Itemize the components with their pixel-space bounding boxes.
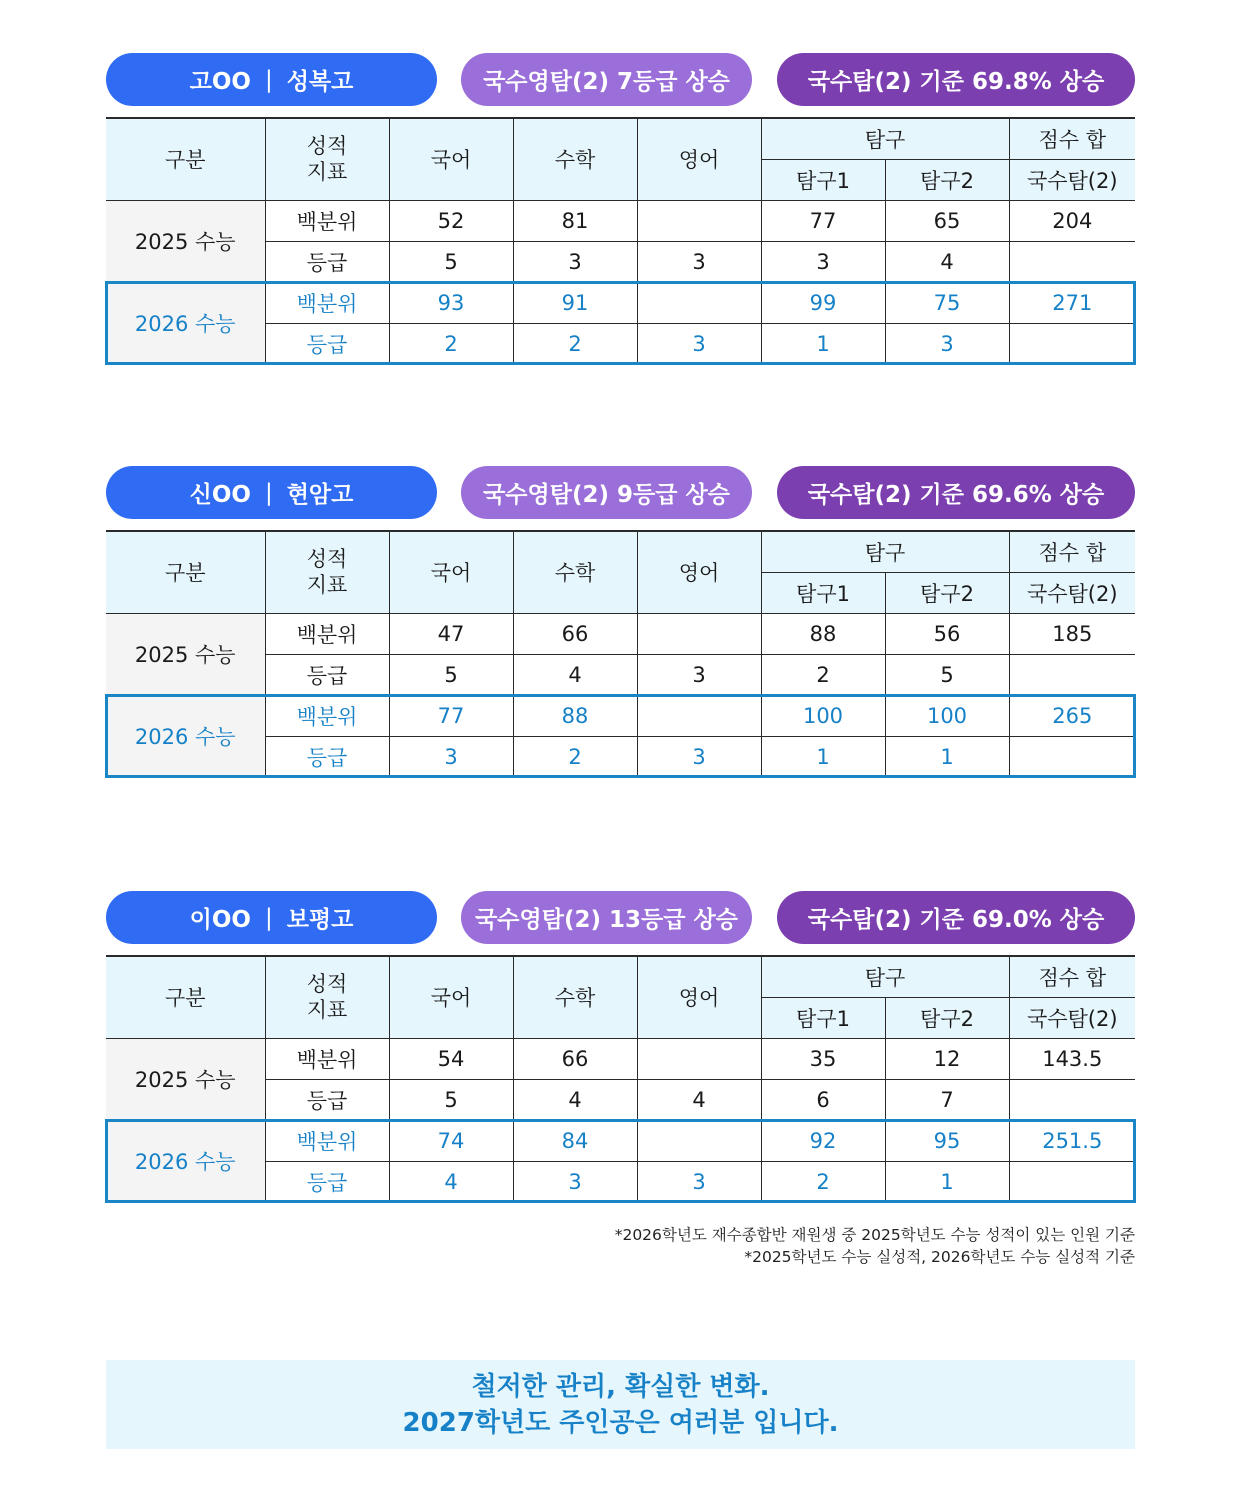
score-cell: 185	[1009, 613, 1135, 654]
student-name: 이OO	[189, 907, 251, 933]
student-name-pill	[106, 53, 437, 106]
metric-label: 백분위	[265, 282, 389, 323]
metric-label: 백분위	[265, 613, 389, 654]
percent-rise-pill: 국수탐(2) 기준 69.6% 상승	[777, 466, 1135, 519]
grade-rise-pill: 국수영탐(2) 9등급 상승	[461, 466, 752, 519]
score-cell: 3	[389, 736, 513, 777]
header-metric-line2: 지표	[306, 573, 348, 598]
header-metric-line2: 지표	[306, 160, 348, 185]
metric-label: 등급	[265, 1161, 389, 1202]
score-cell: 47	[389, 613, 513, 654]
score-cell	[637, 1120, 761, 1161]
banner-line-1: 철저한 관리, 확실한 변화.	[471, 1371, 770, 1402]
student-card	[106, 891, 1135, 1195]
table-row	[106, 1038, 1135, 1079]
header-english: 영어	[637, 531, 761, 613]
header-category: 구분	[106, 118, 265, 200]
separator: |	[264, 66, 273, 93]
score-cell: 12	[885, 1038, 1009, 1079]
footnote-1: *2026학년도 재수종합반 재원생 중 2025학년도 수능 성적이 있는 인원 기준	[614, 1226, 1135, 1244]
score-cell: 4	[513, 654, 637, 695]
score-cell: 3	[637, 1161, 761, 1202]
score-cell: 3	[637, 323, 761, 364]
score-cell: 3	[637, 736, 761, 777]
score-cell: 3	[637, 654, 761, 695]
score-cell: 2	[761, 654, 885, 695]
student-card	[106, 53, 1135, 357]
score-table	[106, 117, 1135, 365]
score-cell: 100	[761, 695, 885, 736]
score-cell: 56	[885, 613, 1009, 654]
header-score-sum: 점수 합	[1009, 956, 1135, 997]
header-inquiry: 탐구	[761, 118, 1009, 159]
score-cell: 143.5	[1009, 1038, 1135, 1079]
student-name-pill	[106, 466, 437, 519]
metric-label: 등급	[265, 323, 389, 364]
score-cell: 5	[389, 1079, 513, 1120]
header-math: 수학	[513, 956, 637, 1038]
score-cell	[637, 695, 761, 736]
score-cell: 88	[513, 695, 637, 736]
header-inquiry2: 탐구2	[885, 572, 1009, 613]
header-korean: 국어	[389, 118, 513, 200]
footnote-2: *2025학년도 수능 실성적, 2026학년도 수능 실성적 기준	[744, 1248, 1135, 1266]
score-cell: 93	[389, 282, 513, 323]
score-cell: 3	[637, 241, 761, 282]
metric-label: 백분위	[265, 1120, 389, 1161]
score-cell	[637, 613, 761, 654]
score-cell: 92	[761, 1120, 885, 1161]
score-cell: 204	[1009, 200, 1135, 241]
score-cell	[1009, 1161, 1135, 1202]
score-cell: 1	[885, 1161, 1009, 1202]
header-inquiry: 탐구	[761, 956, 1009, 997]
header-score-sum: 점수 합	[1009, 531, 1135, 572]
score-cell: 3	[513, 241, 637, 282]
score-cell: 77	[761, 200, 885, 241]
closing-banner	[106, 1360, 1135, 1449]
header-english: 영어	[637, 956, 761, 1038]
metric-label: 백분위	[265, 1038, 389, 1079]
header-math: 수학	[513, 118, 637, 200]
separator: |	[264, 479, 273, 506]
header-metric	[265, 118, 389, 200]
score-cell: 4	[885, 241, 1009, 282]
table-row	[106, 613, 1135, 654]
score-cell: 66	[513, 1038, 637, 1079]
grade-rise-pill: 국수영탐(2) 13등급 상승	[461, 891, 752, 944]
score-cell: 5	[389, 241, 513, 282]
score-cell: 84	[513, 1120, 637, 1161]
score-cell	[1009, 241, 1135, 282]
score-cell: 35	[761, 1038, 885, 1079]
score-cell: 2	[389, 323, 513, 364]
score-cell: 88	[761, 613, 885, 654]
card-header	[106, 466, 1135, 520]
header-category: 구분	[106, 956, 265, 1038]
score-table	[106, 955, 1135, 1203]
year-2025-label: 2025 수능	[106, 200, 265, 282]
score-cell: 54	[389, 1038, 513, 1079]
score-cell	[1009, 654, 1135, 695]
score-cell: 265	[1009, 695, 1135, 736]
table-row	[106, 1120, 1135, 1161]
header-metric-line1: 성적	[306, 134, 348, 159]
header-math: 수학	[513, 531, 637, 613]
score-cell: 4	[513, 1079, 637, 1120]
header-metric-line1: 성적	[306, 547, 348, 572]
score-cell: 1	[761, 323, 885, 364]
score-cell: 1	[885, 736, 1009, 777]
score-cell: 95	[885, 1120, 1009, 1161]
metric-label: 등급	[265, 1079, 389, 1120]
student-name-pill	[106, 891, 437, 944]
score-cell: 6	[761, 1079, 885, 1120]
header-inquiry: 탐구	[761, 531, 1009, 572]
header-inquiry1: 탐구1	[761, 997, 885, 1038]
score-cell: 77	[389, 695, 513, 736]
score-cell: 52	[389, 200, 513, 241]
score-cell: 65	[885, 200, 1009, 241]
header-score-sum-basis: 국수탐(2)	[1009, 159, 1135, 200]
score-cell: 81	[513, 200, 637, 241]
header-metric	[265, 956, 389, 1038]
header-inquiry2: 탐구2	[885, 997, 1009, 1038]
score-cell: 2	[513, 323, 637, 364]
score-cell: 100	[885, 695, 1009, 736]
score-cell: 3	[513, 1161, 637, 1202]
score-cell: 2	[513, 736, 637, 777]
year-2026-label: 2026 수능	[106, 1120, 265, 1202]
score-cell: 7	[885, 1079, 1009, 1120]
table-row	[106, 282, 1135, 323]
table-row	[106, 200, 1135, 241]
year-2025-label: 2025 수능	[106, 613, 265, 695]
student-school: 성복고	[286, 69, 354, 95]
header-score-sum-basis: 국수탐(2)	[1009, 997, 1135, 1038]
header-metric	[265, 531, 389, 613]
metric-label: 백분위	[265, 200, 389, 241]
header-inquiry1: 탐구1	[761, 159, 885, 200]
student-card	[106, 466, 1135, 770]
score-cell: 4	[389, 1161, 513, 1202]
card-header	[106, 53, 1135, 107]
score-table	[106, 530, 1135, 778]
score-cell: 1	[761, 736, 885, 777]
score-cell: 4	[637, 1079, 761, 1120]
score-cell	[637, 200, 761, 241]
score-cell: 75	[885, 282, 1009, 323]
header-korean: 국어	[389, 956, 513, 1038]
metric-label: 등급	[265, 241, 389, 282]
student-school: 보평고	[286, 907, 354, 933]
student-name: 고OO	[189, 69, 251, 95]
header-metric-line1: 성적	[306, 972, 348, 997]
metric-label: 등급	[265, 736, 389, 777]
header-score-sum-basis: 국수탐(2)	[1009, 572, 1135, 613]
score-cell	[1009, 1079, 1135, 1120]
score-cell: 74	[389, 1120, 513, 1161]
year-2026-label: 2026 수능	[106, 282, 265, 364]
percent-rise-pill: 국수탐(2) 기준 69.8% 상승	[777, 53, 1135, 106]
header-korean: 국어	[389, 531, 513, 613]
year-2026-label: 2026 수능	[106, 695, 265, 777]
table-row	[106, 695, 1135, 736]
header-english: 영어	[637, 118, 761, 200]
score-cell	[637, 282, 761, 323]
header-category: 구분	[106, 531, 265, 613]
separator: |	[264, 904, 273, 931]
header-metric-line2: 지표	[306, 998, 348, 1023]
score-cell: 66	[513, 613, 637, 654]
grade-rise-pill: 국수영탐(2) 7등급 상승	[461, 53, 752, 106]
footnotes	[615, 1224, 1135, 1268]
score-cell	[1009, 323, 1135, 364]
score-cell: 271	[1009, 282, 1135, 323]
score-cell	[1009, 736, 1135, 777]
metric-label: 등급	[265, 654, 389, 695]
score-cell: 5	[885, 654, 1009, 695]
score-cell: 91	[513, 282, 637, 323]
score-cell: 99	[761, 282, 885, 323]
header-inquiry1: 탐구1	[761, 572, 885, 613]
score-cell: 3	[761, 241, 885, 282]
card-header	[106, 891, 1135, 945]
score-cell: 3	[885, 323, 1009, 364]
score-cell: 251.5	[1009, 1120, 1135, 1161]
score-cell: 2	[761, 1161, 885, 1202]
metric-label: 백분위	[265, 695, 389, 736]
percent-rise-pill: 국수탐(2) 기준 69.0% 상승	[777, 891, 1135, 944]
banner-line-2: 2027학년도 주인공은 여러분 입니다.	[402, 1407, 839, 1438]
year-2025-label: 2025 수능	[106, 1038, 265, 1120]
header-inquiry2: 탐구2	[885, 159, 1009, 200]
score-cell	[637, 1038, 761, 1079]
student-name: 신OO	[189, 482, 251, 508]
score-cell: 5	[389, 654, 513, 695]
student-school: 현암고	[286, 482, 354, 508]
header-score-sum: 점수 합	[1009, 118, 1135, 159]
